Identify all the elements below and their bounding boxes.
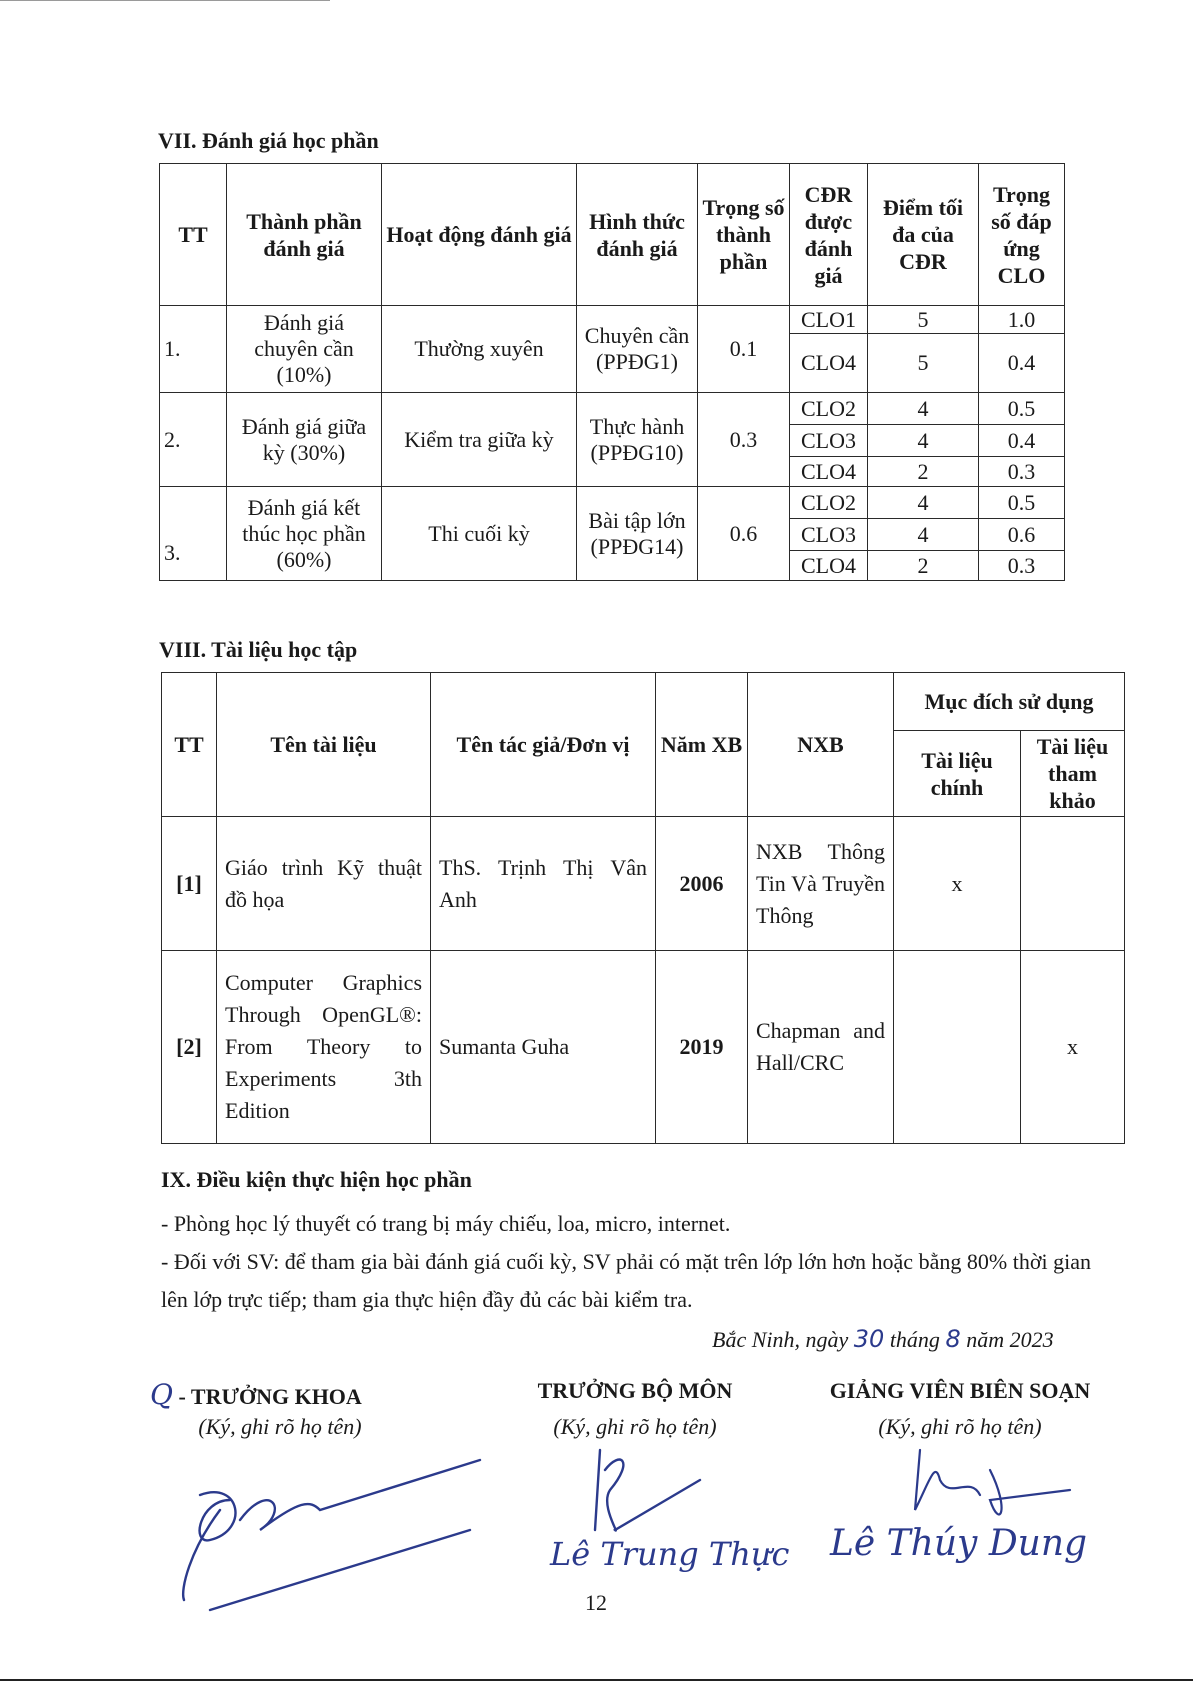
- max-cell: 2: [868, 551, 979, 581]
- max-cell: 4: [868, 487, 979, 519]
- header-year: Năm XB: [656, 673, 748, 817]
- doc-main-mark: [894, 951, 1021, 1144]
- weight-cell: 0.5: [979, 393, 1065, 425]
- table-row: [160, 393, 1065, 425]
- header-publisher: NXB: [748, 673, 894, 817]
- materials-table: [161, 672, 1125, 1144]
- table-row: [160, 306, 1065, 334]
- lecturer-title: GIẢNG VIÊN BIÊN SOẠN: [829, 1378, 1091, 1403]
- doc-author: ThS. Trịnh Thị Vân Anh: [431, 817, 656, 951]
- weight-cell: 0.4: [979, 425, 1065, 457]
- condition-item: - Đối với SV: để tham gia bài đánh giá cuối kỳ, SV phải có mặt trên lớp lớn hơn hoặc bằng 80% thời gian lên lớp trực tiếp; tham gia thực hiện đầy đủ các bài kiểm tra.: [161, 1249, 1091, 1312]
- evaluation-header-row: [160, 164, 1065, 306]
- date-day: 30: [853, 1325, 885, 1353]
- group-weight: 0.1: [698, 306, 790, 393]
- header-activity: Hoạt động đánh giá: [382, 164, 577, 306]
- clo-cell: CLO3: [790, 519, 868, 551]
- max-cell: 4: [868, 393, 979, 425]
- max-cell: 4: [868, 425, 979, 457]
- group-component: Đánh giá chuyên cần (10%): [227, 306, 382, 393]
- max-cell: 4: [868, 519, 979, 551]
- weight-cell: 0.5: [979, 487, 1065, 519]
- weight-cell: 0.6: [979, 519, 1065, 551]
- head-name-script: Lê Trung Thực: [550, 1535, 790, 1573]
- group-activity: Thi cuối kỳ: [382, 487, 577, 581]
- clo-cell: CLO4: [790, 334, 868, 393]
- header-purpose: Mục đích sử dụng: [894, 673, 1125, 731]
- head-title: TRƯỞNG BỘ MÔN: [537, 1378, 733, 1403]
- max-cell: 5: [868, 334, 979, 393]
- dean-signature: [170, 1440, 500, 1620]
- doc-year: 2019: [656, 951, 748, 1144]
- table-row: [162, 951, 1125, 1144]
- header-ref: Tài liệu tham khảo: [1021, 731, 1125, 817]
- group-activity: Kiểm tra giữa kỳ: [382, 393, 577, 487]
- clo-cell: CLO2: [790, 393, 868, 425]
- doc-name: Computer Graphics Through OpenGL®: From Theory to Experiments 3th Edition: [217, 951, 431, 1144]
- table-row: [162, 817, 1125, 951]
- materials-header-row: [162, 673, 1125, 731]
- section-7-title: VII. Đánh giá học phần: [158, 128, 379, 153]
- header-tt: TT: [162, 673, 217, 817]
- date-line: [712, 1325, 1054, 1353]
- clo-cell: CLO4: [790, 457, 868, 487]
- doc-year: 2006: [656, 817, 748, 951]
- max-cell: 5: [868, 306, 979, 334]
- dean-title-text: - TRƯỞNG KHOA: [178, 1384, 362, 1409]
- clo-cell: CLO1: [790, 306, 868, 334]
- doc-tt: [1]: [162, 817, 217, 951]
- doc-main-mark: x: [894, 817, 1021, 951]
- doc-author: Sumanta Guha: [431, 951, 656, 1144]
- group-weight: 0.3: [698, 393, 790, 487]
- max-cell: 2: [868, 457, 979, 487]
- date-prefix: Bắc Ninh, ngày: [712, 1327, 854, 1352]
- group-activity: Thường xuyên: [382, 306, 577, 393]
- date-mid: tháng: [884, 1327, 946, 1352]
- lecturer-note: (Ký, ghi rõ họ tên): [878, 1414, 1042, 1439]
- clo-cell: CLO3: [790, 425, 868, 457]
- doc-ref-mark: x: [1021, 951, 1125, 1144]
- weight-cell: 0.4: [979, 334, 1065, 393]
- doc-ref-mark: [1021, 817, 1125, 951]
- date-suffix: năm 2023: [960, 1327, 1054, 1352]
- header-max: Điểm tối đa của CĐR: [868, 164, 979, 306]
- header-tt: TT: [160, 164, 227, 306]
- header-form: Hình thức đánh giá: [577, 164, 698, 306]
- head-note: (Ký, ghi rõ họ tên): [553, 1414, 717, 1439]
- group-tt: 3.: [160, 487, 227, 581]
- doc-name: Giáo trình Kỹ thuật đồ họa: [217, 817, 431, 951]
- group-tt: 1.: [160, 306, 227, 393]
- clo-cell: CLO2: [790, 487, 868, 519]
- header-clo-weight: Trọng số đáp ứng CLO: [979, 164, 1065, 306]
- weight-cell: 1.0: [979, 306, 1065, 334]
- clo-cell: CLO4: [790, 551, 868, 581]
- weight-cell: 0.3: [979, 551, 1065, 581]
- condition-item: - Phòng học lý thuyết có trang bị máy chiếu, loa, micro, internet.: [161, 1211, 731, 1236]
- doc-publisher: NXB Thông Tin Và Truyền Thông: [748, 817, 894, 951]
- header-component: Thành phần đánh giá: [227, 164, 382, 306]
- page-number: 12: [585, 1590, 607, 1615]
- header-main: Tài liệu chính: [894, 731, 1021, 817]
- weight-cell: 0.3: [979, 457, 1065, 487]
- group-form: Bài tập lớn (PPĐG14): [577, 487, 698, 581]
- group-tt: 2.: [160, 393, 227, 487]
- section-8-title: VIII. Tài liệu học tập: [159, 637, 358, 662]
- header-weight: Trọng số thành phần: [698, 164, 790, 306]
- head-signature: [540, 1440, 790, 1580]
- header-clo: CĐR được đánh giá: [790, 164, 868, 306]
- doc-tt: [2]: [162, 951, 217, 1144]
- header-name: Tên tài liệu: [217, 673, 431, 817]
- lecturer-name-script: Lê Thúy Dung: [830, 1523, 1088, 1564]
- lecturer-signature: [830, 1440, 1120, 1600]
- group-form: Thực hành (PPĐG10): [577, 393, 698, 487]
- section-9-title: IX. Điều kiện thực hiện học phần: [161, 1167, 472, 1192]
- doc-publisher: Chapman and Hall/CRC: [748, 951, 894, 1144]
- group-weight: 0.6: [698, 487, 790, 581]
- table-row: [160, 487, 1065, 519]
- group-component: Đánh giá kết thúc học phần (60%): [227, 487, 382, 581]
- dean-title: [150, 1378, 400, 1411]
- date-month: 8: [945, 1325, 961, 1353]
- bottom-rule: [0, 1679, 1193, 1681]
- group-form: Chuyên cần (PPĐG1): [577, 306, 698, 393]
- group-component: Đánh giá giữa kỳ (30%): [227, 393, 382, 487]
- top-rule: [0, 0, 330, 1]
- evaluation-table: [159, 163, 1065, 581]
- dean-note: (Ký, ghi rõ họ tên): [198, 1414, 362, 1439]
- header-author: Tên tác giả/Đơn vị: [431, 673, 656, 817]
- dean-proxy-mark: Q: [150, 1378, 173, 1411]
